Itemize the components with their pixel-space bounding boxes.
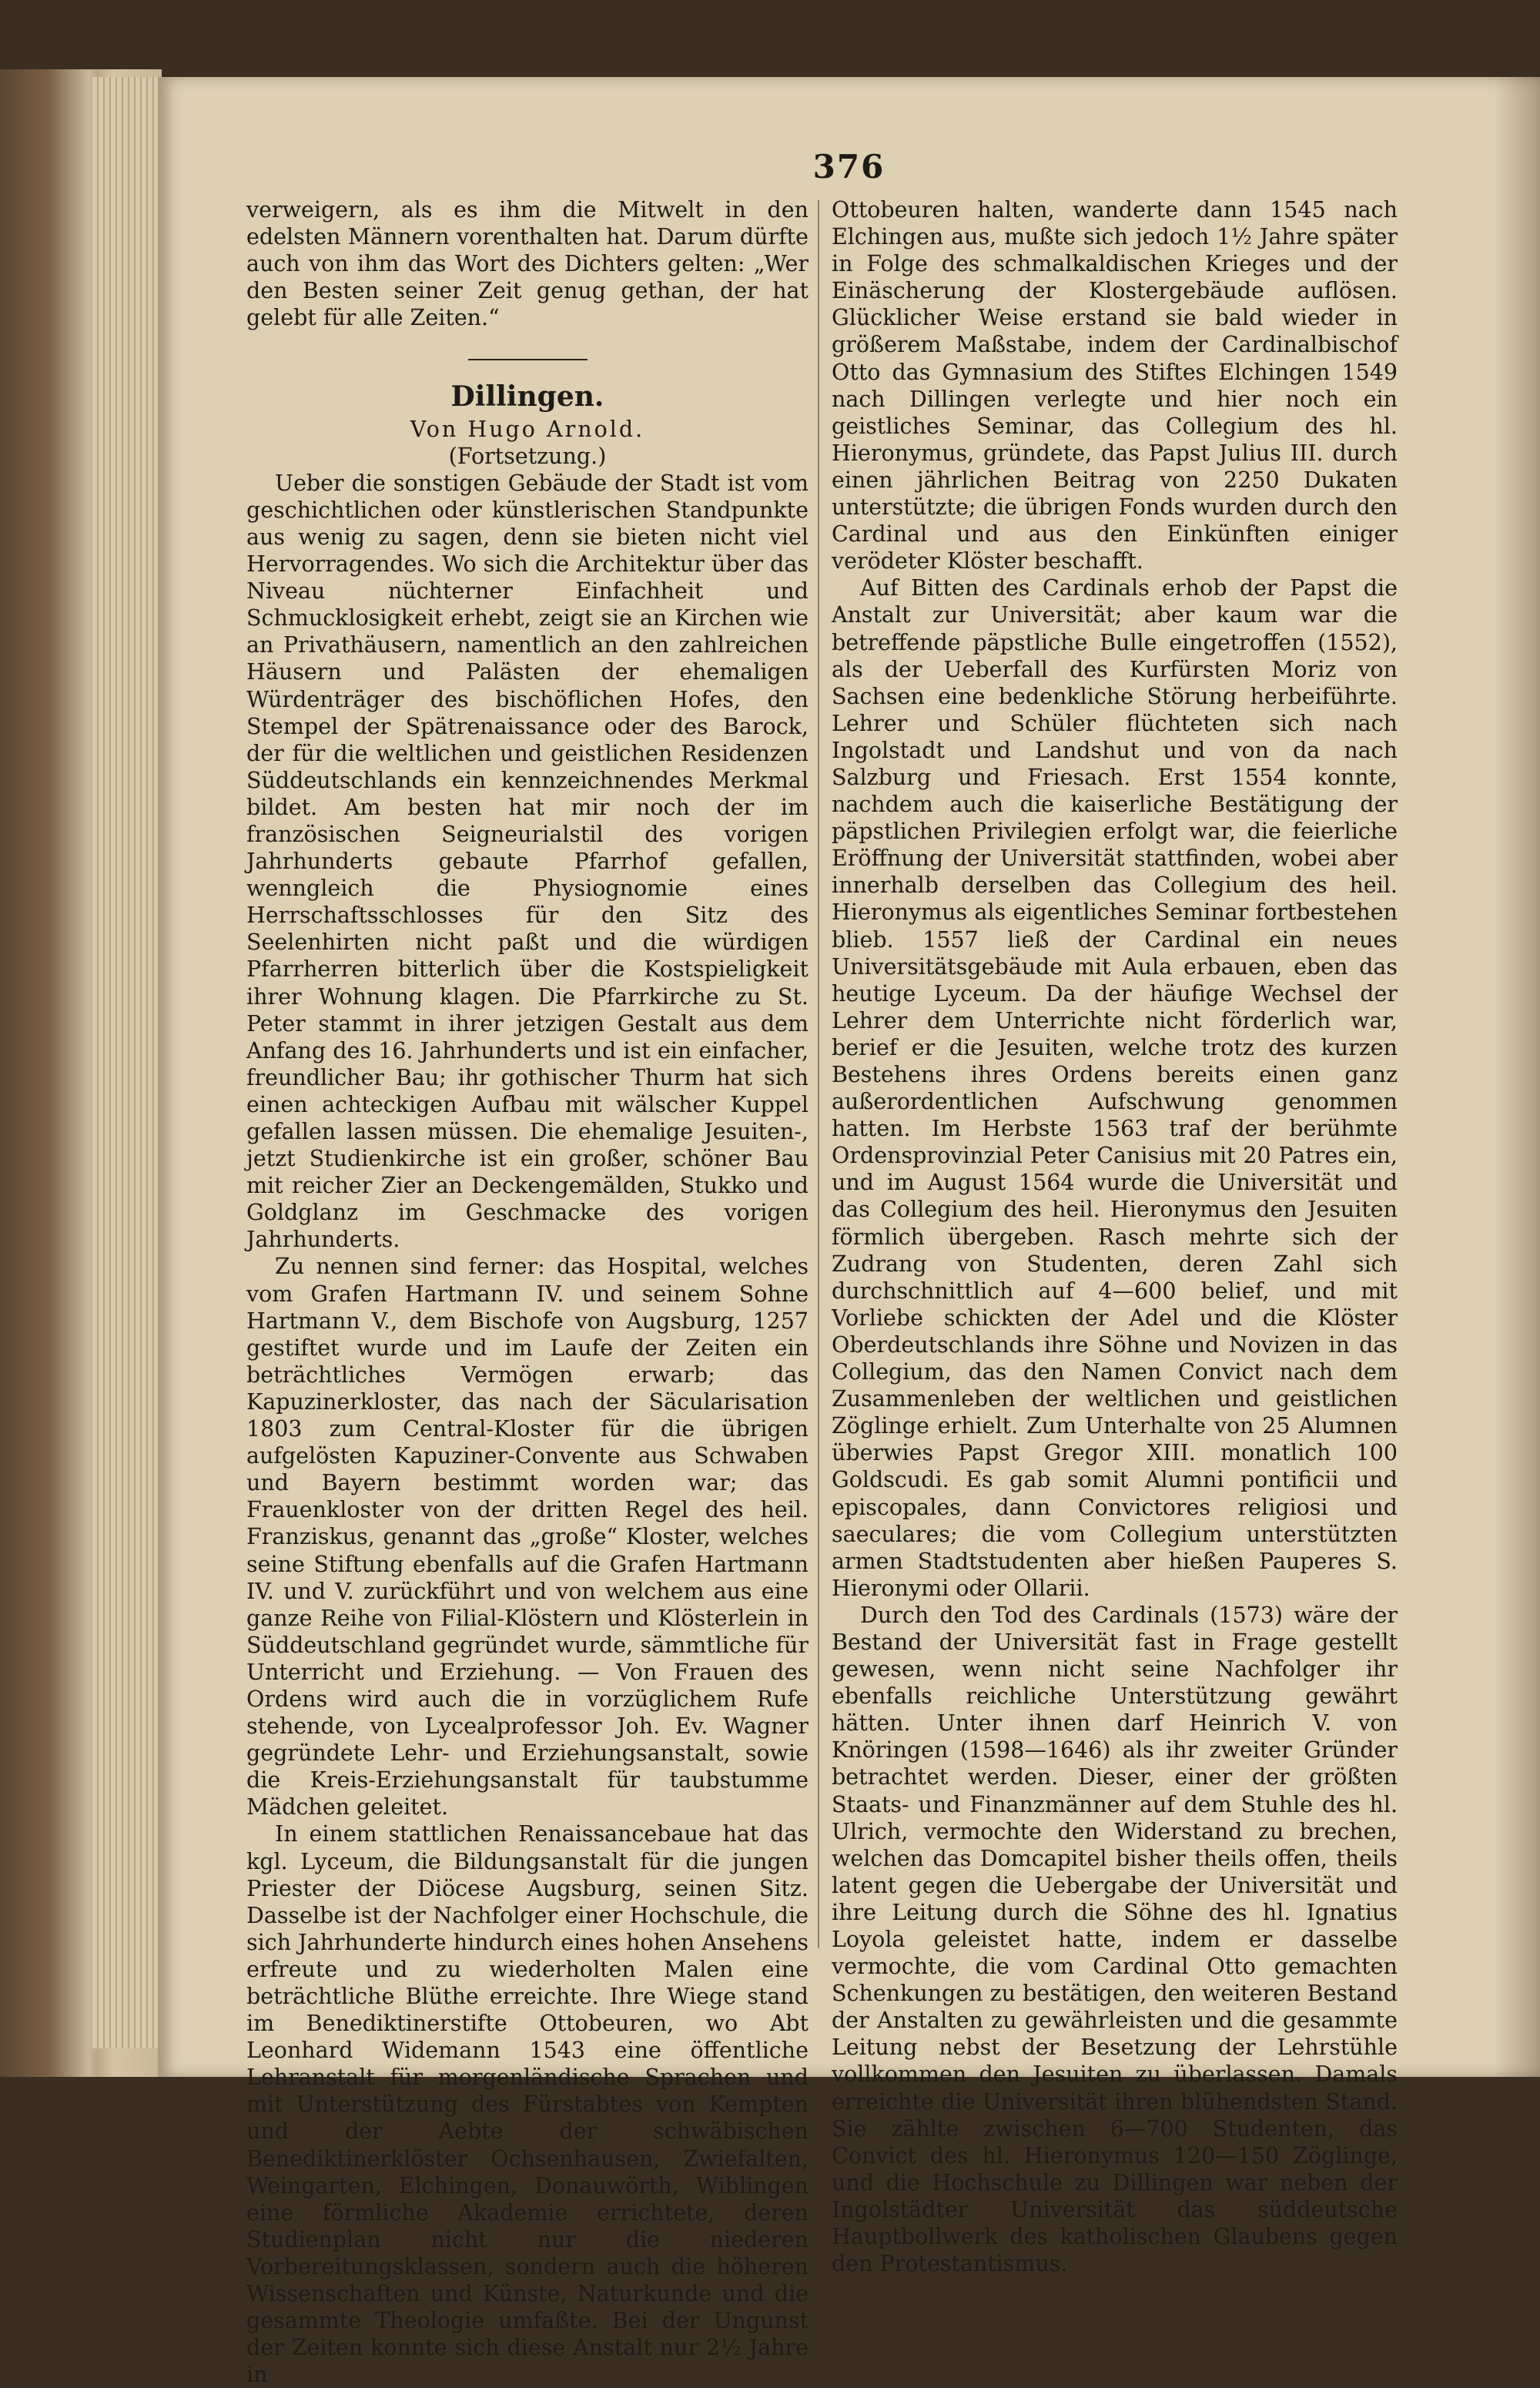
body-paragraph: Auf Bitten des Cardinals erhob der Papst die Anstalt zur Universität; aber kaum war die betreffende päpstliche Bulle eingetroffen (1552), als der Ueberfall des Kurfürsten Moriz von Sachsen eine bedenkliche Störung herbeiführte. Lehrer und Schüler flüchteten sich nach Ingolstadt und Landshut und von da nach Salzburg und Friesach. Erst 1554 konnte, nachdem auch die kaiserliche Bestätigung der päpstlichen Privilegien erfolgt war, die feierliche Eröffnung der Universität stattfinden, wobei aber innerhalb derselben das Collegium des heil. Hieronymus als eigentliches Seminar fortbestehen blieb. 1557 ließ der Cardinal ein neues Universitätsgebäude mit Aula erbauen, eben das heutige Lyceum. Da der häufige Wechsel der Lehrer dem Unterrichte nicht förderlich war, berief er die Jesuiten, welche trotz des kurzen Bestehens ihres Ordens bereits einen ganz außerordentlichen Aufschwung genommen hatten. Im Herbste 1563 traf der berühmte Ordensprovinzial Peter Canisius mit 20 Patres ein, und im August 1564 wurde die Universität und das Collegium des heil. Hieronymus den Jesuiten förmlich übergeben. Rasch mehrte sich der Zudrang von Studenten, deren Zahl sich durchschnittlich auf 4—600 belief, und mit Vorliebe schickten der Adel und die Klöster Oberdeutschlands ihre Söhne und Novizen in das Collegium, das den Namen Convict nach dem Zusammenleben der weltlichen und geistlichen Zöglinge erhielt. Zum Unterhalte von 25 Alumnen überwies Papst Gregor XIII. monatlich 100 Goldscudi. Es gab somit Alumni pontificii und episcopales, dann Convictores religiosi und saeculares; die vom Collegium unterstützten armen Stadtstudenten aber hießen Pauperes S. Hieronymi oder Ollarii.: [832, 575, 1398, 1601]
body-paragraph: Durch den Tod des Cardinals (1573) wäre der Bestand der Universität fast in Frage gestellt gewesen, wenn nicht seine Nachfolger ihr ebenfalls reichliche Unterstützung gewährt hätten. Unter ihnen darf Heinrich V. von Knöringen (1598—1646) als ihr zweiter Gründer betrachtet werden. Dieser, einer der größten Staats- und Finanzmänner auf dem Stuhle des hl. Ulrich, vermochte den Widerstand zu brechen, welchen das Domcapitel bisher theils offen, theils latent gegen die Uebergabe der Universität und ihre Leitung durch die Söhne des hl. Ignatius Loyola geleistet hatte, indem er dasselbe vermochte, die vom Cardinal Otto gemachten Schenkungen zu bestätigen, den weiteren Bestand der Anstalten zu gewährleisten und die gesammte Leitung nebst der Besetzung der Lehrstühle vollkommen den Jesuiten zu überlassen. Damals erreichte die Universität ihren blühendsten Stand. Sie zählte zwischen 6—700 Studenten, das Convict des hl. Hieronymus 120—150 Zöglinge, und die Hochschule zu Dillingen war neben der Ingolstädter Universität das süddeutsche Hauptbollwerk des katholischen Glaubens gegen den Protestantismus.: [832, 1602, 1398, 2277]
article-continuation-note: (Fortsetzung.): [448, 443, 607, 469]
body-paragraph: Zu nennen sind ferner: das Hospital, welches vom Grafen Hartmann IV. und seinem Sohne Hartmann V., dem Bischofe von Augsburg, 1257 gestiftet wurde und im Laufe der Zeiten ein beträchtliches Vermögen erwarb; das Kapuzinerkloster, das nach der Säcularisation 1803 zum Central-Kloster für die übrigen aufgelösten Kapuziner-Convente aus Schwaben und Bayern bestimmt worden war; das Frauenkloster von der dritten Regel des heil. Franziskus, genannt das „große“ Kloster, welches seine Stiftung ebenfalls auf die Grafen Hartmann IV. und V. zurückführt und von welchem aus eine ganze Reihe von Filial-Klöstern und Klösterlein in Süddeutschland gegründet wurde, sämmtliche für Unterricht und Erziehung. — Von Frauen des Ordens wird auch die in vorzüglichem Rufe stehende, von Lycealprofessor Joh. Ev. Wagner gegründete Lehr- und Erziehungsanstalt, sowie die Kreis-Erziehungsanstalt für taubstumme Mädchen geleitet.: [246, 1254, 808, 1820]
section-separator: [468, 359, 588, 360]
book-page: [158, 77, 1540, 2388]
column-divider: [818, 200, 819, 1948]
body-paragraph: Ottobeuren halten, wanderte dann 1545 nach Elchingen aus, mußte sich jedoch 1½ Jahre später in Folge des schmalkaldischen Krieges und der Einäscherung der Klostergebäude auflösen. Glücklicher Weise erstand sie bald wieder in größerem Maßstabe, indem der Cardinalbischof Otto das Gymnasium des Stiftes Elchingen 1549 nach Dillingen verlegte und hier noch ein geistliches Seminar, das Collegium des hl. Hieronymus, gründete, das Papst Julius III. durch einen jährlichen Beitrag von 2250 Dukaten unterstützte; die übrigen Fonds wurden durch den Cardinal und aus den Einkünften einiger verödeter Klöster beschafft.: [832, 197, 1398, 574]
page-stack-edges: [92, 77, 162, 2048]
right-column: [832, 196, 1398, 2277]
article-author: Von Hugo Arnold.: [410, 416, 645, 442]
body-paragraph: In einem stattlichen Renaissancebaue hat das kgl. Lyceum, die Bildungsanstalt für die jungen Priester der Diöcese Augsburg, seinen Sitz. Dasselbe ist der Nachfolger einer Hochschule, die sich Jahrhunderte hindurch eines hohen Ansehens erfreute und zu wiederholten Malen eine beträchtliche Blüthe erreichte. Ihre Wiege stand im Benediktinerstifte Ottobeuren, wo Abt Leonhard Widemann 1543 eine öffentliche Lehranstalt für morgenländische Sprachen und mit Unterstützung des Fürstabtes von Kempten und der Aebte der schwäbischen Benediktinerklöster Ochsenhausen, Zwiefalten, Weingarten, Elchingen, Donauwörth, Wiblingen eine förmliche Akademie errichtete, deren Studienplan nicht nur die niederen Vorbereitungsklassen, sondern auch die höheren Wissenschaften und Künste, Naturkunde und die gesammte Theologie umfaßte. Bei der Ungunst der Zeiten konnte sich diese Anstalt nur 2½ Jahre in: [246, 1821, 808, 2388]
intro-paragraph: verweigern, als es ihm die Mitwelt in den edelsten Männern vorenthalten hat. Darum dürfte auch von ihm das Wort des Dichters gelten: „Wer den Besten seiner Zeit genug gethan, der hat gelebt für alle Zeiten.“: [246, 197, 808, 331]
page-number: 376: [812, 148, 886, 186]
left-column: [246, 196, 808, 2388]
body-paragraph: Ueber die sonstigen Gebäude der Stadt ist vom geschichtlichen oder künstlerischen Standpunkte aus wenig zu sagen, denn sie bieten nicht viel Hervorragendes. Wo sich die Architektur über das Niveau nüchterner Einfachheit und Schmucklosigkeit erhebt, zeigt sie an Kirchen wie an Privathäusern, namentlich an den zahlreichen Häusern und Palästen der ehemaligen Würdenträger des bischöflichen Hofes, den Stempel der Spätrenaissance oder des Barock, der für die weltlichen und geistlichen Residenzen Süddeutschlands ein kennzeichnendes Merkmal bildet. Am besten hat mir noch der im französischen Seigneurialstil des vorigen Jahrhunderts gebaute Pfarrhof gefallen, wenngleich die Physiognomie eines Herrschaftsschlosses für den Sitz des Seelenhirten nicht paßt und die würdigen Pfarrherren bitterlich über die Kostspieligkeit ihrer Wohnung klagen. Die Pfarrkirche zu St. Peter stammt in ihrer jetzigen Gestalt aus dem Anfang des 16. Jahrhunderts und ist ein einfacher, freundlicher Bau; ihr gothischer Thurm hat sich einen achteckigen Aufbau mit wälscher Kuppel gefallen lassen müssen. Die ehemalige Jesuiten-, jetzt Studienkirche ist ein großer, schöner Bau mit reicher Zier an Deckengemälden, Stukko und Goldglanz im Geschmacke des vorigen Jahrhunderts.: [246, 470, 808, 1253]
page-gutter-shadow: [1494, 77, 1540, 2077]
article-title: Dillingen.: [450, 380, 604, 414]
